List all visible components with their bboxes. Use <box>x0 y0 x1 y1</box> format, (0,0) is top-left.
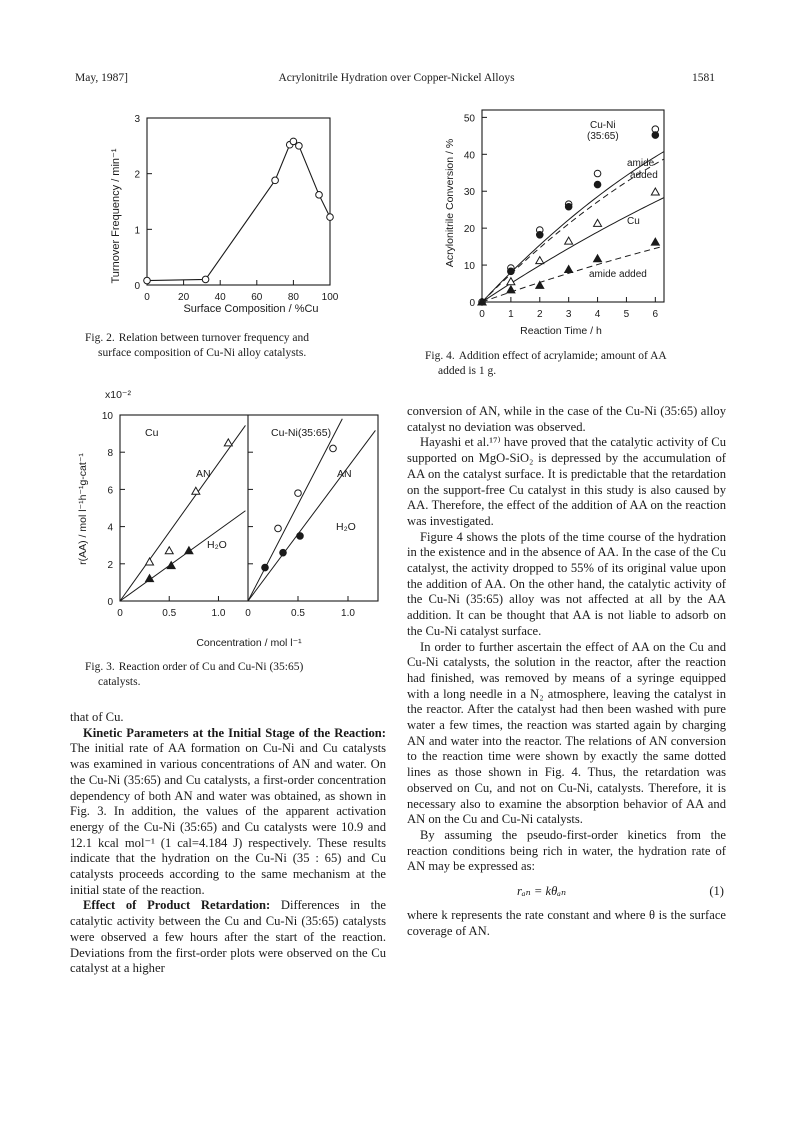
fig3-panel1-data-point <box>224 439 232 446</box>
fig4-y-tick-label: 50 <box>463 113 475 125</box>
fig2-x-axis-label: Surface Composition / %Cu <box>183 303 319 315</box>
figure-3-caption-cont: catalysts. <box>98 676 141 688</box>
fig3-panel1-y-tick-label: 2 <box>107 559 113 571</box>
figure-3-caption <box>85 660 385 690</box>
right-para-3: In order to further ascertain the effect of AA on the Cu and Cu-Ni catalysts, the solution in the reactor, after the reaction had finished, was removed by means of a syringe equipped with a long needle in a N₂ atmosphere, leaving the catalyst in the reactor. After the catalyst had then been washed with pure water a few times, the reaction was started again by charging AN and water into the reactor. The relations of AN conversion to the reaction time were shown by exactly the same dotted lines as those shown in Fig. 4. Thus, the retardation was observed on Cu, and not on Cu-Ni, catalysts. Therefore, it is necessary also to examine the absorption behavior of AA and AN on the Cu and Cu-Ni catalysts. <box>407 639 726 827</box>
fig3-panel2-series-label: AN <box>337 468 352 480</box>
figure-2-label: Fig. 2. <box>85 332 115 344</box>
fig4-annot-amide: amide <box>627 158 655 169</box>
figure-4-label: Fig. 4. <box>425 350 455 362</box>
fig4-annot-cuni: Cu-Ni <box>590 120 616 131</box>
fig2-x-tick-label: 0 <box>144 292 150 303</box>
fig4-data-point <box>536 257 544 264</box>
fig3-panel1-data-point <box>146 558 154 565</box>
fig4-x-tick-label: 2 <box>536 309 543 320</box>
fig4-data-point <box>565 237 573 244</box>
fig3-panel-title-cuni: Cu-Ni(35:65) <box>271 427 332 439</box>
fig2-data-point <box>296 143 303 150</box>
figure-2-chart <box>80 100 370 325</box>
right-para-4: By assuming the pseudo-first-order kinetics from the reaction conditions being rich in water, the hydration rate of AN may be expressed as: <box>407 827 726 874</box>
left-para-0: that of Cu. <box>70 710 124 724</box>
fig2-y-axis-label: Turnover Frequency / min⁻¹ <box>110 148 122 284</box>
fig3-panel2-fit-line <box>248 430 375 601</box>
fig3-panel1-data-point <box>185 547 193 554</box>
fig4-data-point <box>594 170 601 177</box>
left-para-1 <box>70 726 386 899</box>
fig3-panel2-data-point <box>280 549 287 556</box>
fig2-x-tick-label: 40 <box>214 292 226 303</box>
fig3-panel1-x-tick-label: 1.0 <box>211 608 226 619</box>
fig3-y-axis-label: r(AA) / mol l⁻¹h⁻¹g-cat⁻¹ <box>77 453 89 565</box>
fig2-y-tick-label: 2 <box>134 169 140 181</box>
fig3-panel2-fit-line <box>248 419 342 601</box>
fig3-panel-title-cu: Cu <box>145 427 159 439</box>
fig3-y-multiplier: x10⁻² <box>105 389 131 401</box>
fig4-data-point <box>507 286 515 293</box>
fig4-x-tick-label: 5 <box>623 309 630 320</box>
figure-3-label: Fig. 3. <box>85 661 115 673</box>
right-text-column <box>407 404 726 939</box>
figure-4-caption-text: Addition effect of acrylamide; amount of AA <box>458 350 667 362</box>
section-heading-retardation: Effect of Product Retardation: <box>83 898 271 913</box>
figure-2-caption <box>85 331 375 361</box>
fig2-x-tick-label: 80 <box>287 292 299 303</box>
fig4-data-point <box>565 266 573 273</box>
fig4-x-tick-label: 0 <box>479 309 485 320</box>
fig2-data-point <box>202 276 209 283</box>
fig4-annot-added: added <box>630 170 658 181</box>
fig3-panel2-data-point <box>295 490 302 497</box>
fig3-panel1-series-label: AN <box>196 468 211 480</box>
fig3-panel2-data-point <box>262 564 269 571</box>
left-text-column <box>70 710 386 977</box>
right-para-0: conversion of AN, while in the case of the Cu-Ni (35:65) alloy catalyst no deviation was observed. <box>407 404 726 434</box>
figure-4-caption-cont: added is 1 g. <box>438 365 497 377</box>
figure-3-caption-text: Reaction order of Cu and Cu-Ni (35:65) <box>118 661 304 673</box>
figure-2-caption-cont: surface composition of Cu-Ni alloy catalysts. <box>98 347 307 359</box>
fig2-data-point <box>316 192 323 199</box>
equation-1-expr: rₐₙ = kθₐₙ <box>517 884 567 899</box>
fig4-annot-amide-added: amide added <box>589 269 647 280</box>
fig3-panel2-x-tick-label: 0.5 <box>291 608 305 619</box>
fig3-panel1-series-label: H₂O <box>207 539 227 551</box>
equation-1-number: (1) <box>709 884 724 899</box>
fig4-annot-ratio: (35:65) <box>587 131 619 142</box>
fig3-panel2-data-point <box>297 533 304 540</box>
fig2-data-point <box>272 177 279 184</box>
running-header-title: Acrylonitrile Hydration over Copper-Nickel Alloys <box>278 72 515 84</box>
left-para-2-text: Differences in the catalytic activity between the Cu and Cu-Ni (35:65) catalysts were observed a few hours after the start of the reaction. Deviations from the first-order plots were observed on the Cu catalyst at a higher <box>70 898 386 976</box>
equation-1 <box>407 875 726 908</box>
fig4-data-point <box>536 281 544 288</box>
fig4-x-tick-label: 6 <box>652 309 659 320</box>
fig3-x-axis-label: Concentration / mol l⁻¹ <box>196 637 302 649</box>
fig4-data-point <box>594 219 602 226</box>
fig2-x-tick-label: 100 <box>321 292 339 303</box>
fig3-panel1-fit-line <box>120 425 245 601</box>
figure-3-chart <box>68 385 388 655</box>
fig3-panel1-y-tick-label: 8 <box>107 448 113 460</box>
fig4-x-tick-label: 4 <box>594 309 601 320</box>
fig2-x-tick-label: 20 <box>178 292 190 303</box>
fig3-panel2-data-point <box>275 525 282 532</box>
section-heading-kinetic: Kinetic Parameters at the Initial Stage of the Reaction: <box>83 725 386 740</box>
page-number: 1581 <box>692 72 715 84</box>
left-para-1-text: The initial rate of AA formation on Cu-Ni and Cu catalysts was examined in various concentrations of AN and water. On the Cu-Ni (35:65) and Cu catalysts, a first-order concentration dependency of both AN and water was obtained, as shown in Fig. 3. In addition, the values of the apparent activation energy of the Cu-Ni (35:65) and Cu catalysts were 10.9 and 12.1 kcal mol⁻¹ (1 cal=4.184 J) respectively. These results indicate that the hydration on the Cu-Ni (35 : 65) and Cu catalysts proceeds according to the same mechanism at the initial state of the reaction. <box>70 741 386 897</box>
right-para-5: where k represents the rate constant and where θ is the surface coverage of AN. <box>407 907 726 938</box>
fig4-data-point <box>651 238 659 245</box>
figure-4-chart <box>440 100 680 345</box>
fig4-y-tick-label: 30 <box>463 187 475 199</box>
fig2-x-tick-label: 60 <box>251 292 263 303</box>
fig4-data-point <box>594 255 602 262</box>
fig4-series-curve <box>482 198 664 302</box>
fig4-y-tick-label: 40 <box>463 150 475 162</box>
figure-2-caption-text: Relation between turnover frequency and <box>118 332 310 344</box>
fig3-panel1-fit-line <box>120 511 245 601</box>
fig4-y-tick-label: 10 <box>463 261 475 273</box>
fig2-data-point <box>144 277 151 284</box>
fig4-x-axis-label: Reaction Time / h <box>520 325 602 337</box>
fig4-y-tick-label: 0 <box>469 298 475 309</box>
fig4-data-point <box>536 232 543 239</box>
fig2-series-line <box>147 141 330 280</box>
fig4-annot-cu: Cu <box>627 216 640 227</box>
left-para-2 <box>70 898 386 977</box>
fig3-panel1-y-tick-label: 6 <box>107 485 113 497</box>
fig4-data-point <box>508 268 515 275</box>
fig3-panel1-x-tick-label: 0 <box>117 608 123 619</box>
fig4-x-tick-label: 1 <box>508 309 514 320</box>
fig3-panel1-x-tick-label: 0.5 <box>162 608 177 619</box>
fig3-panel1-data-point <box>165 547 173 554</box>
right-para-1: Hayashi et al.¹⁷⁾ have proved that the catalytic activity of Cu supported on MgO-SiO₂ is depressed by the accumulation of AA on the catalyst surface. It is predictable that the retardation on the support-free Cu catalyst in this study is also caused by AA. Therefore, the effect of the addition of AA on the reaction was investigated. <box>407 435 726 528</box>
fig3-panel2-series-label: H₂O <box>336 521 356 533</box>
fig4-y-tick-label: 20 <box>463 224 475 236</box>
fig2-data-point <box>290 138 297 145</box>
figure-4-caption <box>425 349 725 379</box>
fig3-panel1-y-tick-label: 4 <box>107 522 113 534</box>
fig3-panel2-x-tick-label: 1.0 <box>341 608 355 619</box>
running-header-date: May, 1987] <box>75 72 128 84</box>
fig4-x-tick-label: 3 <box>565 309 572 320</box>
right-para-2: Figure 4 shows the plots of the time course of the hydration in the existence and in the absence of AA. In the case of the Cu catalyst, the activity dropped to 55% of its original value upon the addition of AA. On the other hand, the catalytic activity of the Cu-Ni (35:65) alloy was not affected at all by the AA addition. It can be thought that AA is not liable to adsorb on the Cu-Ni catalyst surface. <box>407 529 726 638</box>
fig2-y-tick-label: 0 <box>134 281 140 292</box>
fig3-panel2-x-tick-label: 0 <box>245 608 251 619</box>
fig2-y-tick-label: 1 <box>134 225 140 237</box>
fig4-data-point <box>651 188 659 195</box>
fig3-panel1-y-tick-label: 10 <box>101 411 113 422</box>
fig2-y-tick-label: 3 <box>134 114 140 125</box>
fig4-data-point <box>652 132 659 139</box>
fig4-y-axis-label: Acrylonitrile Conversion / % <box>444 138 456 268</box>
fig4-data-point <box>594 181 601 188</box>
fig2-data-point <box>327 214 334 221</box>
fig4-data-point <box>565 203 572 210</box>
fig3-panel2-data-point <box>330 445 337 452</box>
fig3-panel1-y-tick-label: 0 <box>107 597 113 608</box>
